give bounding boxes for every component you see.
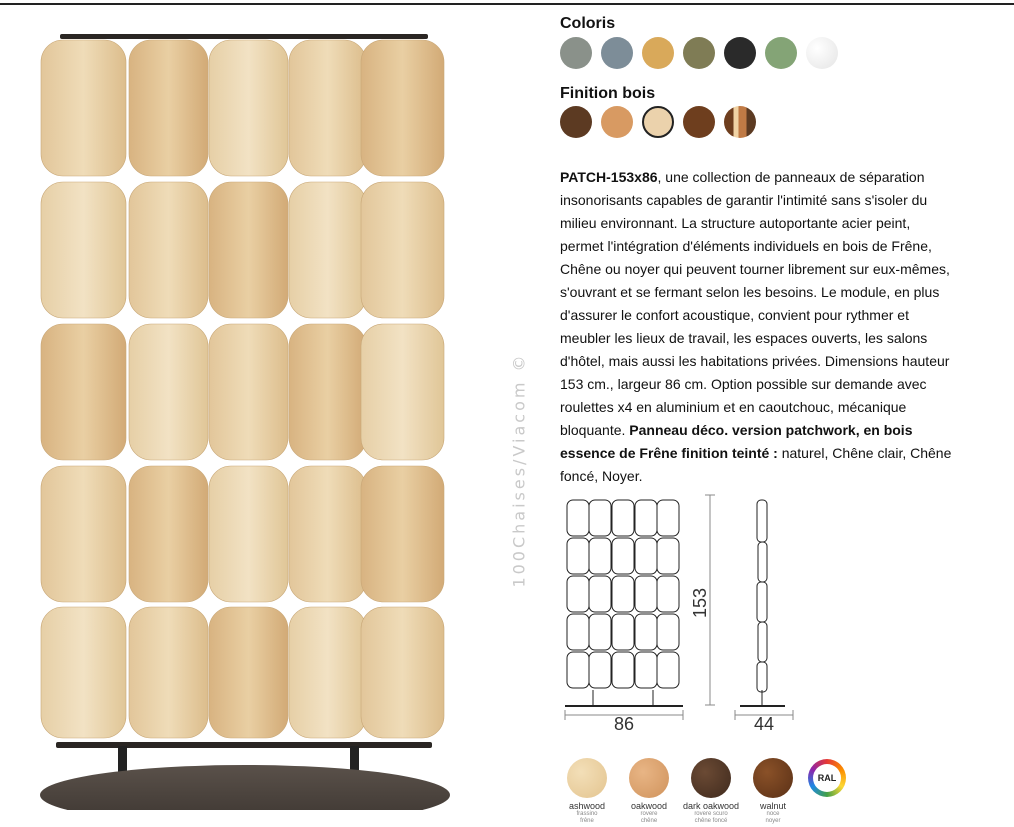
finish-name: walnut: [759, 801, 786, 811]
color-swatch-grey-green[interactable]: [560, 37, 592, 69]
diagram-panel: [567, 500, 589, 536]
diagram-panel: [657, 614, 679, 650]
finish-name: ashwood: [568, 801, 606, 811]
product-image: [30, 30, 460, 810]
color-swatch-blue-grey[interactable]: [601, 37, 633, 69]
height-label: 153: [690, 587, 710, 619]
finish-name: dark oakwood: [682, 801, 740, 811]
wood-panel: [289, 40, 366, 176]
diagram-panel: [589, 500, 611, 536]
diagram-panel: [589, 652, 611, 688]
finish-sub: noyer: [765, 818, 781, 824]
finish-dark-oakwood[interactable]: [680, 758, 742, 825]
wood-swatch-dark-walnut[interactable]: [560, 106, 592, 138]
ashwood-sample: [567, 758, 607, 798]
oakwood-sample: [629, 758, 669, 798]
diagram-panel: [635, 652, 657, 688]
color-swatch-sage-green[interactable]: [765, 37, 797, 69]
wood-panel: [129, 182, 208, 318]
wood-panel: [289, 324, 366, 460]
wood-panel: [209, 40, 288, 176]
wood-panel: [289, 182, 366, 318]
wood-panel: [209, 466, 288, 602]
diagram-panel: [567, 538, 589, 574]
diagram-panel: [635, 500, 657, 536]
finish-sub: chêne foncé: [694, 818, 728, 824]
wood-title: Finition bois: [560, 85, 656, 102]
color-swatch-white[interactable]: [806, 37, 838, 69]
diagram-panel: [657, 576, 679, 612]
ral-label: RAL: [813, 764, 841, 792]
wood-panel: [129, 466, 208, 602]
diagram-panel: [612, 576, 634, 612]
wood-panel: [361, 607, 444, 738]
wood-panel: [41, 324, 126, 460]
finish-sub: frassino: [576, 811, 598, 817]
finish-name: oakwood: [630, 801, 668, 811]
diagram-panel: [657, 500, 679, 536]
wood-swatches: [560, 106, 765, 138]
finish-sub: rovere: [640, 811, 658, 817]
wood-panel: [129, 324, 208, 460]
color-swatch-ochre[interactable]: [642, 37, 674, 69]
color-swatch-olive[interactable]: [683, 37, 715, 69]
finish-sub: frêne: [580, 818, 594, 824]
dimension-diagram: [555, 490, 805, 740]
diagram-panel: [612, 652, 634, 688]
wood-panel: [41, 182, 126, 318]
wood-panel: [289, 607, 366, 738]
diagram-panel: [635, 576, 657, 612]
diagram-panel: [612, 538, 634, 574]
description-finish-title: Panneau déco. version patchwork, en bois essence de Frêne finition teinté :: [560, 422, 913, 461]
wood-panel: [361, 324, 444, 460]
product-description: [560, 166, 955, 488]
wood-panel: [361, 40, 444, 176]
wood-swatch-natural-ash[interactable]: [642, 106, 674, 138]
description-body: , une collection de panneaux de séparation insonorisants capables de garantir l'intimité sans s'isoler du milieu environnant. La structure autoportante acier peint, permet l'intégration d'éléments individuels en bois de Frêne, Chêne ou noyer qui peuvent tourner librement sur eux-mêmes, s'ouvrant et se fermant selon les besoins. Le module, en plus d'assurer le confort acoustique, convient pour rythmer et meubler les lieux de travail, les espaces ouverts, les salons d'hôtel, mais aussi les habitations privées. Dimensions hauteur 153 cm., largeur 86 cm. Option possible sur demande avec roulettes x4 en aluminium et en caoutchouc, mécanique bloquante.: [560, 169, 950, 438]
diagram-panel: [635, 614, 657, 650]
depth-label: 44: [753, 714, 775, 734]
finish-sub: noce: [766, 811, 780, 817]
wood-panel: [361, 466, 444, 602]
wood-panel: [209, 607, 288, 738]
walnut-sample: [753, 758, 793, 798]
wood-panel: [209, 324, 288, 460]
wood-swatch-oak[interactable]: [601, 106, 633, 138]
wood-panel: [289, 466, 366, 602]
wood-panel: [129, 607, 208, 738]
diagram-panel: [567, 652, 589, 688]
ral-color-icon[interactable]: [808, 759, 846, 797]
wood-panel: [41, 40, 126, 176]
finish-oakwood[interactable]: [618, 758, 680, 825]
wood-swatch-walnut[interactable]: [683, 106, 715, 138]
diagram-panel: [567, 576, 589, 612]
diagram-panel: [589, 538, 611, 574]
diagram-panel: [589, 614, 611, 650]
wood-panel: [41, 466, 126, 602]
finish-sub: chêne: [640, 818, 658, 824]
dark-oakwood-sample: [691, 758, 731, 798]
diagram-panel: [657, 652, 679, 688]
diagram-panel: [612, 614, 634, 650]
colors-title: Coloris: [560, 15, 616, 32]
finish-ashwood[interactable]: [556, 758, 618, 825]
wood-swatch-patchwork[interactable]: [724, 106, 756, 138]
diagram-panel: [612, 500, 634, 536]
finish-samples: [556, 758, 804, 825]
finish-walnut[interactable]: [742, 758, 804, 825]
color-swatch-black[interactable]: [724, 37, 756, 69]
wood-panel: [41, 607, 126, 738]
diagram-panel: [657, 538, 679, 574]
description-finish-list: naturel, Chêne clair, Chêne foncé, Noyer.: [560, 445, 952, 484]
wood-panel: [361, 182, 444, 318]
wood-panel: [129, 40, 208, 176]
top-divider: [0, 3, 1014, 5]
wood-panel: [209, 182, 288, 318]
diagram-panel: [635, 538, 657, 574]
width-label: 86: [613, 714, 635, 734]
finish-sub: rovere scuro: [694, 811, 728, 817]
product-name: PATCH-153x86: [560, 169, 658, 185]
color-swatches: [560, 37, 847, 69]
diagram-panel: [589, 576, 611, 612]
watermark: 100Chaises/Viacom ©: [509, 352, 529, 588]
diagram-panel: [567, 614, 589, 650]
